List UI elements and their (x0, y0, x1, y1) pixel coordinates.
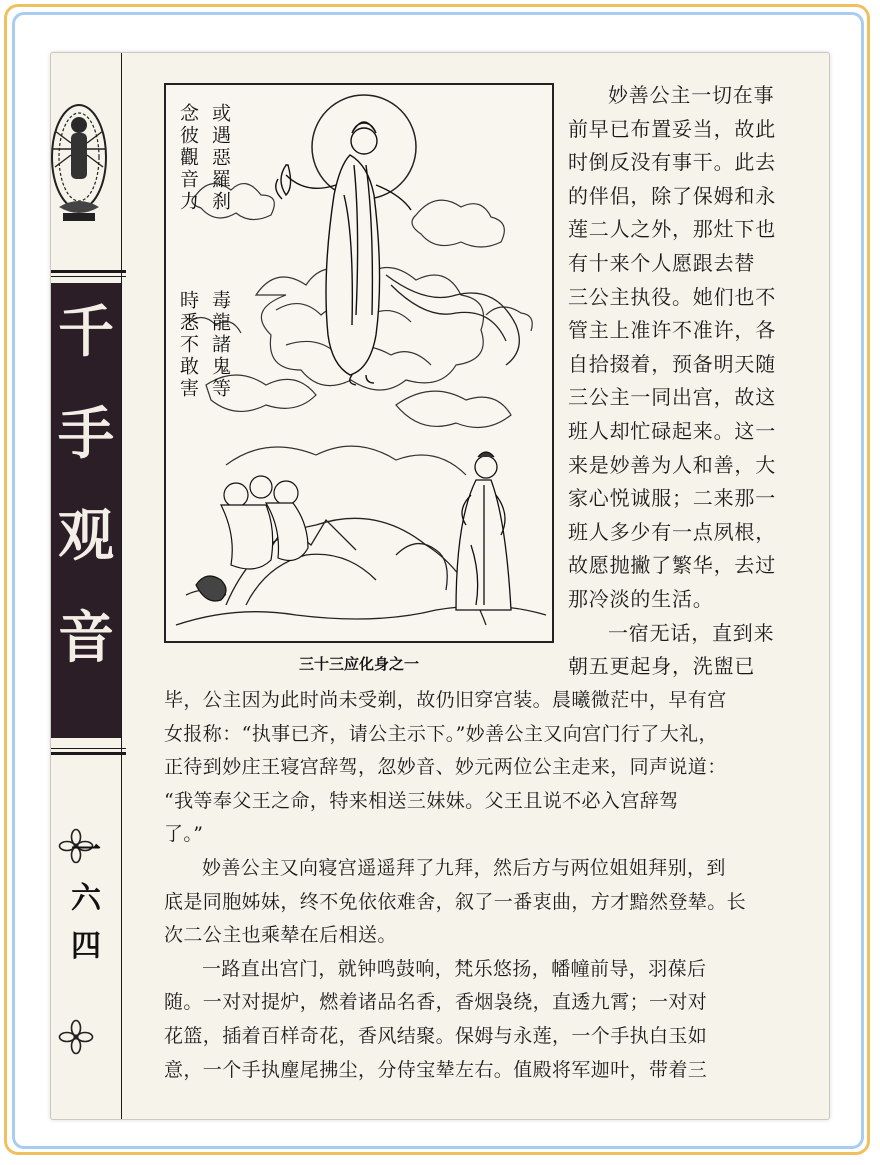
sidebar-rule (51, 752, 126, 755)
book-title-char: 手 (58, 402, 114, 467)
text-line: “我等奉父王之命，特来相送三妹妹。父王且说不必入宫辞驾 (164, 789, 679, 812)
text-line: 花篮，插着百样奇花，香风结聚。保姆与永莲，一个手执白玉如 (164, 1024, 708, 1047)
text-line: 随。一对对提炉，燃着诸品名香，香烟袅绕，直透九霄；一对对 (164, 991, 708, 1014)
text-line: 有十来个人愿跟去替 (568, 250, 756, 275)
text-line: 自拾掇着，预备明天随 (568, 351, 776, 376)
text-line: 前早已布置妥当，故此 (568, 116, 776, 141)
text-line: 一路直出宫门，就钟鸣鼓响，梵乐悠扬，幡幢前导，羽葆后 (202, 957, 707, 980)
illustration-inscription: 毒龍諸鬼等 (209, 290, 231, 400)
page-number-char: 六 (71, 881, 101, 916)
text-line: 了。” (164, 823, 204, 846)
book-title-char: 观 (58, 504, 114, 569)
text-line: 的伴侣，除了保姆和永 (568, 183, 776, 208)
text-line: 家心悦诚服；二来那一 (568, 486, 776, 511)
text-line: 故愿抛撇了繁华，去过 (568, 553, 776, 578)
text-line: 毕，公主因为此时尚未受剃，故仍旧穿宫装。晨曦微茫中，早有宫 (164, 689, 727, 711)
sidebar-rule (51, 270, 126, 273)
book-title-char: 千 (58, 300, 114, 365)
page-number-char: 一 (71, 833, 101, 868)
text-line: 次二公主也乘辇在后相送。 (164, 924, 397, 947)
guanyin-illustration (164, 83, 554, 643)
sidebar-rule (51, 748, 126, 749)
text-line: 妙善公主一切在事 (608, 83, 775, 107)
page-number-char: 四 (71, 929, 101, 964)
text-line: 班人却忙碌起来。这一 (568, 418, 776, 443)
guanyin-emblem-icon (51, 95, 111, 230)
page-sidebar (51, 53, 126, 1119)
text-line: 班人多少有一点夙根， (568, 519, 776, 544)
book-title-bar (51, 283, 121, 738)
text-line: 那冷淡的生活。 (568, 586, 714, 611)
text-line: 来是妙善为人和善，大 (568, 452, 776, 477)
flower-ornament-icon (58, 1019, 94, 1055)
text-line: 莲二人之外，那灶下也 (568, 217, 776, 242)
illustration-caption: 三十三应化身之一 (298, 655, 419, 673)
text-line: 管主上准许不准许，各 (568, 318, 776, 343)
illustration-inscription: 或遇惡羅刹 (209, 103, 231, 213)
book-title-char: 音 (58, 606, 114, 671)
illustration-inscription: 念彼觀音力 (177, 103, 199, 213)
text-line: 女报称：“执事已齐，请公主示下。”妙善公主又向宫门行了大礼， (164, 722, 718, 745)
book-page (50, 52, 830, 1120)
body-text-side (568, 79, 826, 684)
text-line: 时倒反没有事干。此去 (568, 150, 776, 175)
body-text-main (164, 684, 824, 1087)
text-line: 妙善公主又向寝宫遥遥拜了九拜，然后方与两位姐姐拜别，到 (202, 856, 726, 879)
text-line: 意，一个手执麈尾拂尘，分侍宝辇左右。值殿将军迦叶，带着三 (164, 1058, 708, 1081)
text-line: 正待到妙庄王寝宫辞驾，忽妙音、妙元两位公主走来，同声说道： (164, 756, 727, 779)
sidebar-rule (51, 276, 126, 277)
text-line: 三公主一同出宫，故这 (568, 385, 776, 410)
text-line: 底是同胞姊妹，终不免依依难舍，叙了一番衷曲，方才黯然登辇。长 (164, 890, 747, 913)
sidebar-divider (121, 53, 122, 1119)
illustration-inscription: 時悉不敢害 (177, 290, 199, 400)
text-line: 一宿无话，直到来 (608, 620, 775, 645)
text-line: 三公主执役。她们也不 (568, 284, 776, 309)
text-line: 朝五更起身，洗盥已 (568, 654, 756, 679)
